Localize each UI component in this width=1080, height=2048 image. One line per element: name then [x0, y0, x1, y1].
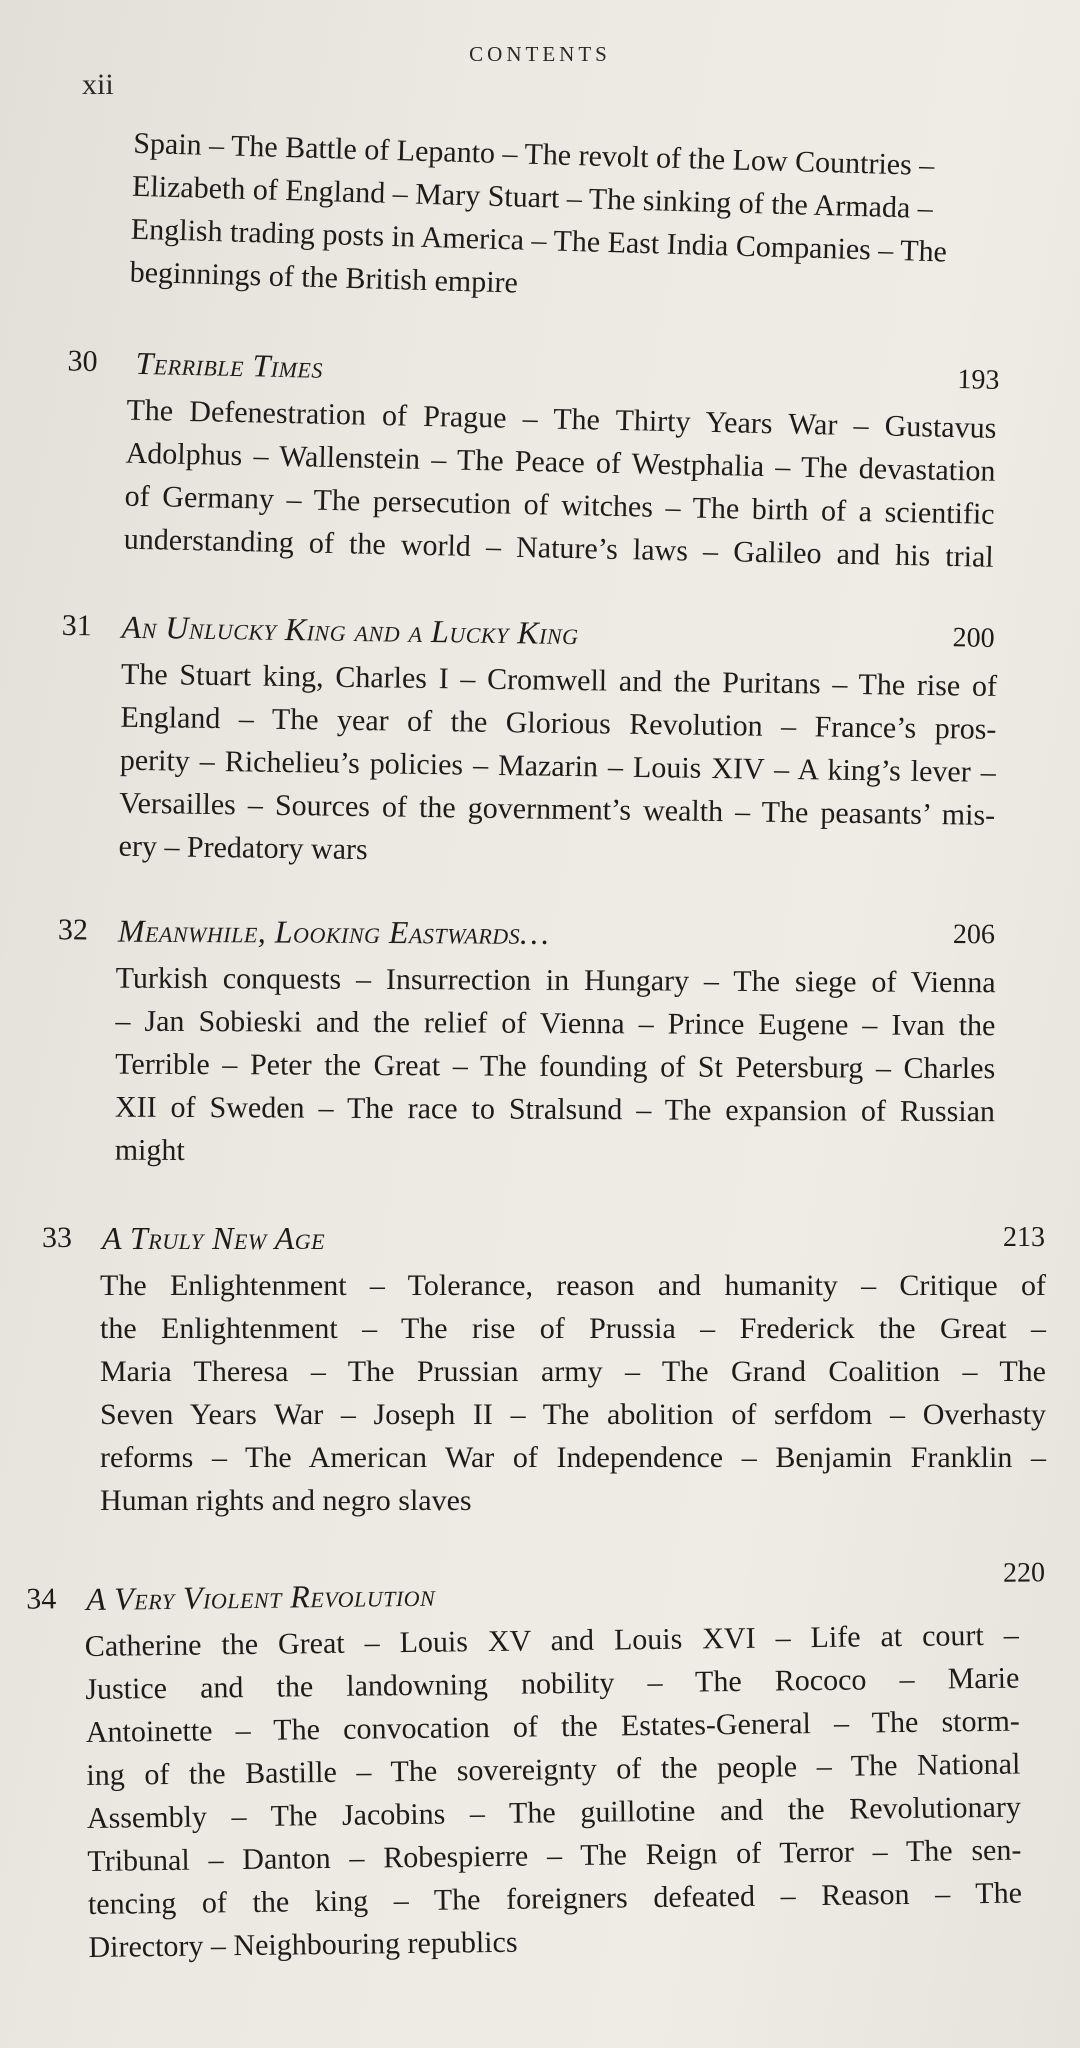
entry-line: Seven Years War – Joseph II – The abolition of serfdom – Overhasty: [100, 1398, 1046, 1431]
entry-line: The Stuart king, Charles I – Cromwell and the Puritans – The rise of: [120, 657, 998, 703]
entry-line: the Enlightenment – The rise of Prussia – Frederick the Great –: [100, 1312, 1046, 1345]
entry-line: beginnings of the British empire: [129, 255, 519, 300]
chapter-title: Meanwhile, Looking Eastwards…: [117, 912, 550, 951]
entry-line: The Enlightenment – Tolerance, reason and humanity – Critique of: [100, 1269, 1046, 1302]
running-head: CONTENTS: [469, 42, 611, 66]
entry-line: Spain – The Battle of Lepanto – The revolt of the Low Countries –: [132, 126, 935, 183]
entry-line: English trading posts in America – The East India Companies – The: [130, 212, 948, 269]
entry-line: Turkish conquests – Insurrection in Hungary – The siege of Vienna: [115, 961, 996, 1000]
entry-line: might: [114, 1133, 185, 1167]
chapter-title: An Unlucky King and a Lucky King: [121, 608, 579, 652]
chapter-page-number: 206: [952, 918, 995, 951]
chapter-number: 30: [67, 344, 98, 379]
chapter-number: 34: [26, 1582, 57, 1616]
toc-entry-31[interactable]: [0, 605, 1080, 881]
entry-line: Assembly – The Jacobins – The guillotine and the Revolutionary: [86, 1790, 1022, 1835]
chapter-page-number: 200: [952, 622, 995, 654]
chapter-page-number: 220: [1002, 1557, 1046, 1589]
toc-entry-33[interactable]: [0, 1218, 1080, 1522]
entry-line: reforms – The American War of Independence – Benjamin Franklin –: [100, 1441, 1046, 1474]
entry-line: Antoinette – The convocation of the Estates-General – The storm-: [85, 1704, 1021, 1749]
chapter-title: A Very Violent Revolution: [86, 1576, 436, 1617]
entry-line: Maria Theresa – The Prussian army – The Grand Coalition – The: [100, 1355, 1046, 1388]
chapter-title: Terrible Times: [135, 344, 324, 385]
entry-line: ery – Predatory wars: [118, 829, 368, 867]
chapter-number: 32: [57, 913, 88, 947]
toc-entry-32[interactable]: [0, 910, 1080, 1177]
entry-line: Terrible – Peter the Great – The founding of St Petersburg – Charles: [115, 1047, 996, 1086]
chapter-page-number: 213: [1003, 1222, 1045, 1253]
entry-continued: [0, 118, 1080, 320]
entry-line: Directory – Neighbouring republics: [88, 1925, 518, 1964]
toc-entry-30[interactable]: [0, 340, 1080, 581]
entry-line: perity – Richelieu’s policies – Mazarin – Louis XIV – A king’s lever –: [119, 743, 996, 789]
page-number: xii: [82, 68, 114, 101]
entry-line: Adolphus – Wallenstein – The Peace of Westphalia – The devastation: [125, 436, 996, 488]
entry-line: understanding of the world – Nature’s laws – Galileo and his trial: [123, 522, 995, 574]
toc-entry-34[interactable]: [0, 1557, 1080, 1970]
chapter-title: A Truly New Age: [102, 1220, 326, 1256]
entry-line: – Jan Sobieski and the relief of Vienna – Prince Eugene – Ivan the: [115, 1004, 996, 1043]
entry-line: XII of Sweden – The race to Stralsund – The expansion of Russian: [114, 1090, 996, 1129]
entry-line: tencing of the king – The foreigners defeated – Reason – The: [87, 1876, 1023, 1921]
entry-line: Tribunal – Danton – Robespierre – The Reign of Terror – The sen-: [87, 1833, 1022, 1878]
chapter-number: 33: [42, 1221, 72, 1254]
entry-line: The Defenestration of Prague – The Thirty Years War – Gustavus: [126, 393, 997, 445]
entry-line: Versailles – Sources of the government’s wealth – The peasants’ mis-: [119, 786, 996, 832]
entry-line: of Germany – The persecution of witches – The birth of a scientific: [124, 479, 995, 531]
entry-line: ing of the Bastille – The sovereignty of the people – The National: [86, 1747, 1021, 1792]
entry-line: Elizabeth of England – Mary Stuart – The sinking of the Armada –: [131, 169, 934, 226]
entry-line: Catherine the Great – Louis XV and Louis XVI – Life at court –: [84, 1618, 1019, 1663]
entry-line: England – The year of the Glorious Revolution – France’s pros-: [120, 700, 997, 746]
chapter-number: 31: [61, 608, 92, 643]
chapter-page-number: 193: [957, 364, 1000, 396]
entry-line: Human rights and negro slaves: [100, 1484, 472, 1517]
entry-line: Justice and the landowning nobility – The Rococo – Marie: [85, 1661, 1020, 1706]
